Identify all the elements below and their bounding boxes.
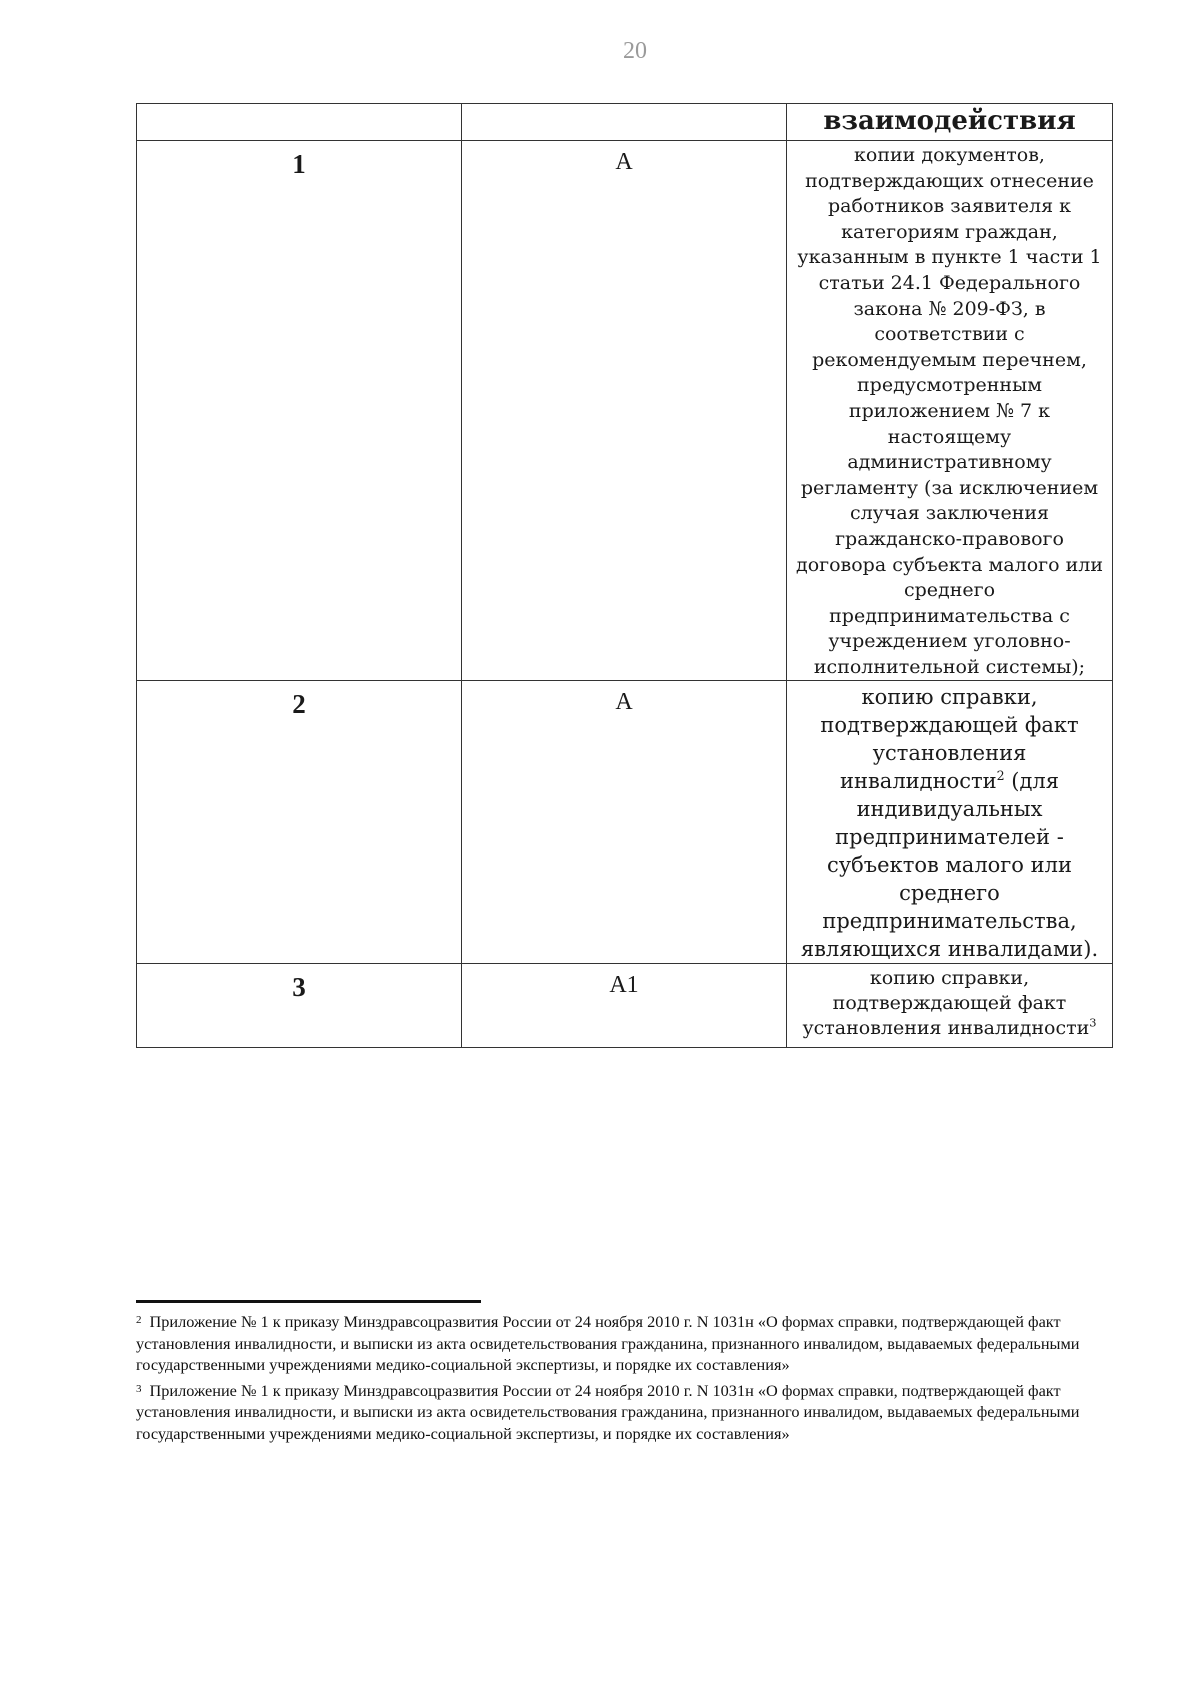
row-code: А <box>462 681 787 964</box>
footnote-mark: 2 <box>136 1314 142 1326</box>
footnote-3 <box>136 1379 1096 1445</box>
header-cell-3 <box>787 104 1113 141</box>
row-description <box>787 681 1113 964</box>
row-description-text: копию справки, подтверждающей факт установления инвалидности <box>802 967 1090 1040</box>
footnote-ref: 2 <box>996 768 1005 784</box>
header-interaction-label: взаимодействия <box>823 106 1076 136</box>
footnote-separator <box>136 1300 481 1303</box>
row-number: 1 <box>137 141 462 681</box>
row-description <box>787 964 1113 1048</box>
row-code: А1 <box>462 964 787 1048</box>
header-cell-2 <box>462 104 787 141</box>
footnote-2 <box>136 1310 1096 1376</box>
row-code: А <box>462 141 787 681</box>
footnote-mark: 3 <box>136 1382 142 1395</box>
footnote-text: Приложение № 1 к приказу Минздравсоцразвития России от 24 ноября 2010 г. N 1031н «О формах справки, подтверждающей факт установления инвалидности, и выписки из акта освидетельствования гражданина, признанного инвалидом, выдаваемых федеральными государственными учреждениями медико-социальной экспертизы, и порядке их составления» <box>136 1380 1080 1443</box>
page-number: 20 <box>623 38 647 64</box>
row-description-text: копию справки, подтверждающей факт установления инвалидности <box>820 685 1079 794</box>
header-cell-1 <box>137 104 462 141</box>
table-header-row <box>137 104 1113 141</box>
row-description: копии документов, подтверждающих отнесение работников заявителя к категориям граждан, указанным в пункте 1 части 1 статьи 24.1 Федерального закона № 209-ФЗ, в соответствии с рекомендуемым перечнем, предусмотренным приложением № 7 к настоящему административному регламенту (за исключением случая заключения гражданско-правового договора субъекта малого или среднего предпринимательства с учреждением уголовно-исполнительной системы); <box>787 141 1113 681</box>
footnote-text: Приложение № 1 к приказу Минздравсоцразвития России от 24 ноября 2010 г. N 1031н «О формах справки, подтверждающей факт установления инвалидности, и выписки из акта освидетельствования гражданина, признанного инвалидом, выдаваемых федеральными государственными учреждениями медико-социальной экспертизы, и порядке их составления» <box>136 1312 1080 1374</box>
table-row <box>137 964 1113 1048</box>
row-number: 2 <box>137 681 462 964</box>
table-row <box>137 681 1113 964</box>
documents-table <box>136 103 1113 1048</box>
row-number: 3 <box>137 964 462 1048</box>
footnote-ref: 3 <box>1089 1016 1097 1031</box>
footnotes <box>136 1310 1096 1447</box>
table-row <box>137 141 1113 681</box>
row-description-text-cont: (для индивидуальных предпринимателей - субъектов малого или среднего предпринимательства, являющихся инвалидами). <box>800 769 1099 962</box>
